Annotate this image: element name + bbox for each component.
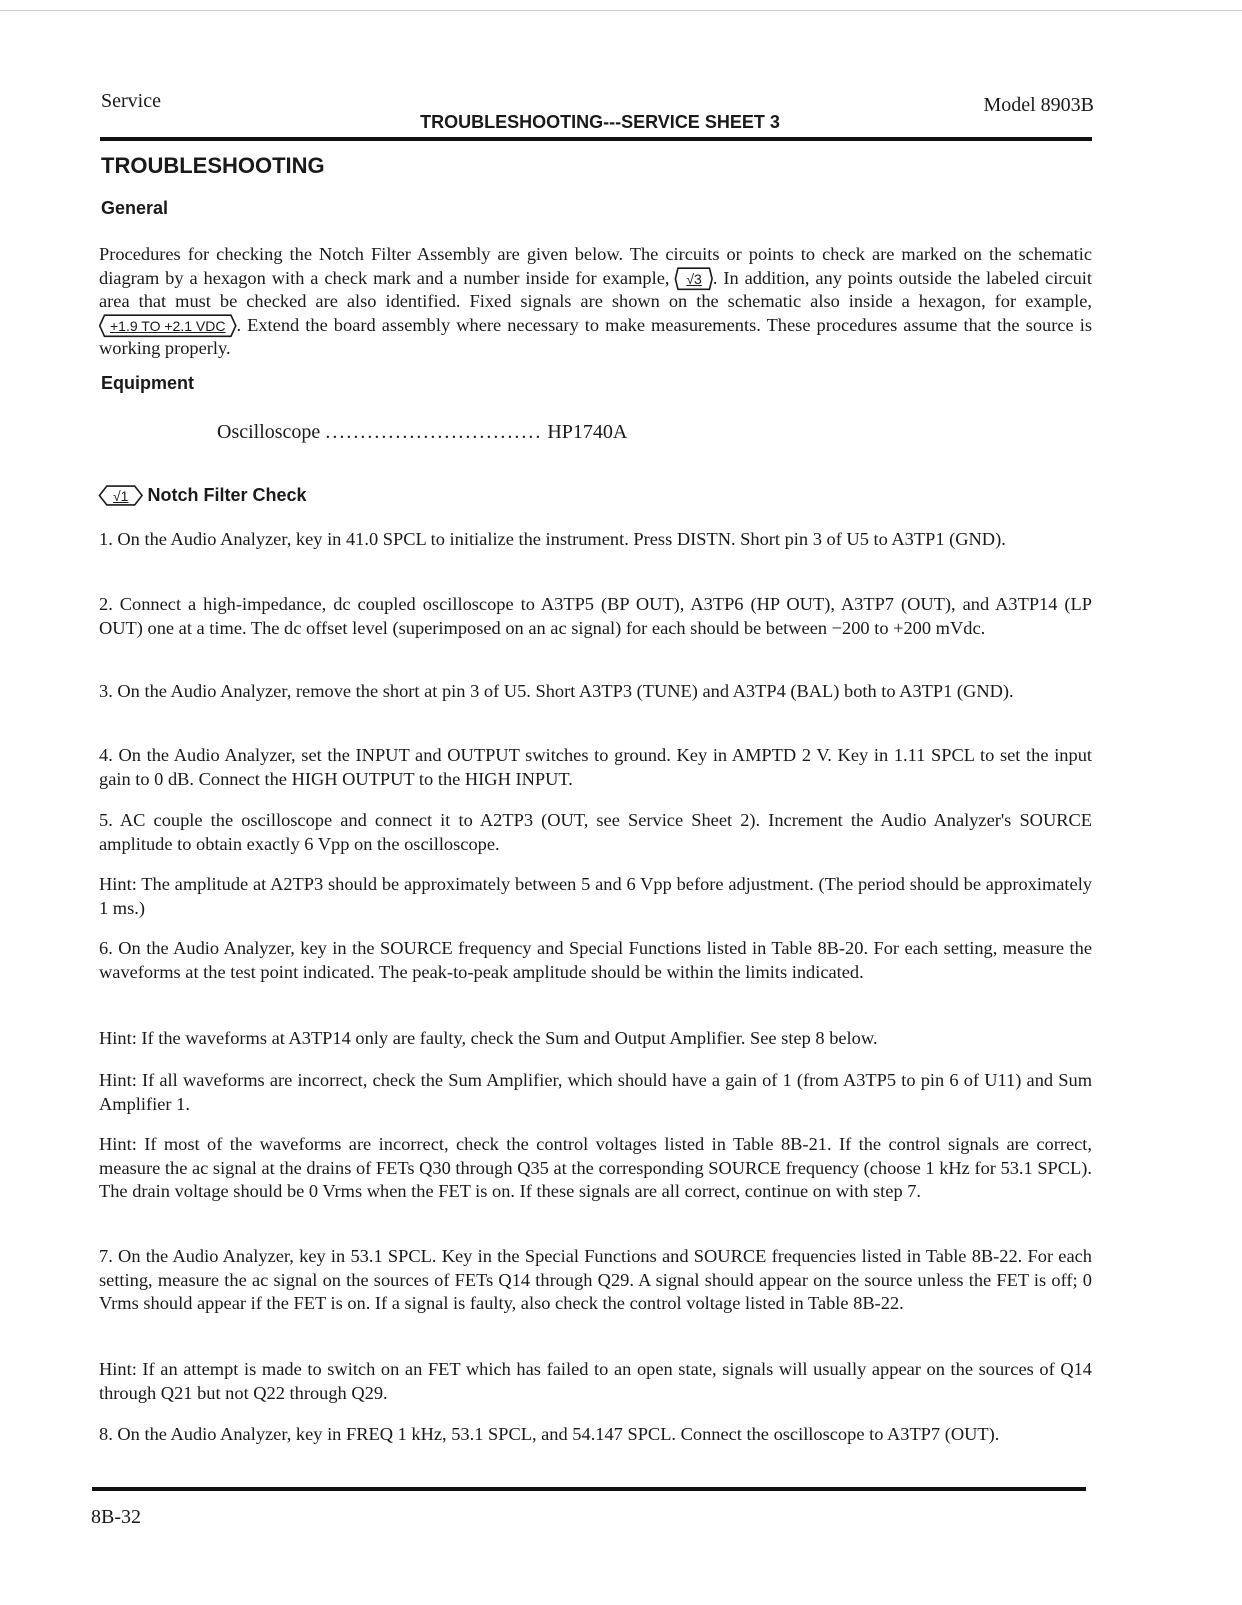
step-7: 7. On the Audio Analyzer, key in 53.1 SPCL. Key in the Special Functions and SOURCE frequencies listed in Table 8B-22. For each setting, measure the ac signal on the sources of FETs Q14 through Q29. A signal should appear on the source unless the FET is off; 0 Vrms should appear if the FET is on. If a signal is faulty, also check the control voltage listed in Table 8B-22. <box>99 1246 1092 1313</box>
hex-check-1-label: √1 <box>113 488 129 504</box>
hexagon-check-1 <box>99 485 142 506</box>
header-sheet-title: TROUBLESHOOTING---SERVICE SHEET 3 <box>420 112 780 132</box>
step-5: 5. AC couple the oscilloscope and connect it to A2TP3 (OUT, see Service Sheet 2). Increment the Audio Analyzer's SOURCE amplitude to obtain exactly 6 Vpp on the oscilloscope. <box>99 810 1092 854</box>
hint-step-5: Hint: The amplitude at A2TP3 should be approximately between 5 and 6 Vpp before adjustment. (The period should be approximately 1 ms.) <box>99 874 1092 918</box>
scan-edge-line <box>0 10 1242 11</box>
hint-step-6a: Hint: If the waveforms at A3TP14 only are faulty, check the Sum and Output Amplifier. See step 8 below. <box>99 1028 878 1048</box>
hint-step-6c: Hint: If most of the waveforms are incorrect, check the control voltages listed in Table 8B-21. If the control signals are correct, measure the ac signal at the drains of FETs Q30 through Q35 at the corresponding SOURCE frequency (choose 1 kHz for 53.1 SPCL). The drain voltage should be 0 Vrms when the FET is on. If these signals are all correct, continue on with step 7. <box>99 1134 1092 1201</box>
general-heading: General <box>101 198 169 218</box>
equipment-item: Oscilloscope <box>217 421 321 443</box>
general-text-2: . In addition, any points outside the labeled circuit area that must be checked are also identified. Fixed signals are shown on the schematic also inside a hexagon, for example, <box>99 267 1093 311</box>
hex-example-1-label: √3 <box>686 270 702 287</box>
notch-filter-check-heading <box>99 485 307 506</box>
header-rule <box>100 137 1092 141</box>
step-4: 4. On the Audio Analyzer, set the INPUT and OUTPUT switches to ground. Key in AMPTD 2 V. Key in 1.11 SPCL to set the input gain to 0 dB. Connect the HIGH OUTPUT to the HIGH INPUT. <box>99 745 1092 789</box>
hint-step-6b: Hint: If all waveforms are incorrect, check the Sum Amplifier, which should have a gain of 1 (from A3TP5 to pin 6 of U11) and Sum Amplifier 1. <box>99 1070 1092 1114</box>
hint-step-7: Hint: If an attempt is made to switch on an FET which has failed to an open state, signals will usually appear on the sources of Q14 through Q21 but not Q22 through Q29. <box>99 1359 1092 1403</box>
hexagon-check-example <box>675 267 712 291</box>
header-model: Model 8903B <box>983 94 1094 116</box>
equipment-heading: Equipment <box>101 373 194 393</box>
notch-filter-check-title: Notch Filter Check <box>147 485 307 505</box>
hex-example-2-label: +1.9 TO +2.1 VDC <box>110 317 226 334</box>
equipment-row <box>217 421 627 444</box>
header-section-label: Service <box>101 90 161 112</box>
step-2: 2. Connect a high-impedance, dc coupled oscilloscope to A3TP5 (BP OUT), A3TP6 (HP OUT), A3TP7 (OUT), and A3TP14 (LP OUT) one at a time. The dc offset level (superimposed on an ac signal) for each should be between −200 to +200 mVdc. <box>99 594 1092 638</box>
hexagon-signal-example <box>99 314 236 338</box>
footer-rule <box>92 1487 1086 1491</box>
step-6: 6. On the Audio Analyzer, key in the SOURCE frequency and Special Functions listed in Table 8B-20. For each setting, measure the waveforms at the test point indicated. The peak-to-peak amplitude should be within the limits indicated. <box>99 938 1092 982</box>
general-paragraph <box>99 243 1092 361</box>
general-text-1: Procedures for checking the Notch Filter Assembly are given below. The circuits or points to check are marked on the schematic diagram by a hexagon with a check mark and a number inside for example, <box>99 244 1092 288</box>
step-1: 1. On the Audio Analyzer, key in 41.0 SPCL to initialize the instrument. Press DISTN. Short pin 3 of U5 to A3TP1 (GND). <box>99 529 1006 549</box>
step-3: 3. On the Audio Analyzer, remove the short at pin 3 of U5. Short A3TP3 (TUNE) and A3TP4 (BAL) both to A3TP1 (GND). <box>99 681 1014 701</box>
section-title: TROUBLESHOOTING <box>101 153 325 178</box>
equipment-leader-dots: ............................... <box>325 421 543 443</box>
step-8: 8. On the Audio Analyzer, key in FREQ 1 kHz, 53.1 SPCL, and 54.147 SPCL. Connect the oscilloscope to A3TP7 (OUT). <box>99 1424 1000 1444</box>
equipment-model: HP1740A <box>547 421 628 443</box>
page-number: 8B-32 <box>91 1506 141 1528</box>
general-text-3: . Extend the board assembly where necessary to make measurements. These procedures assume that the source is working properly. <box>99 314 1092 358</box>
